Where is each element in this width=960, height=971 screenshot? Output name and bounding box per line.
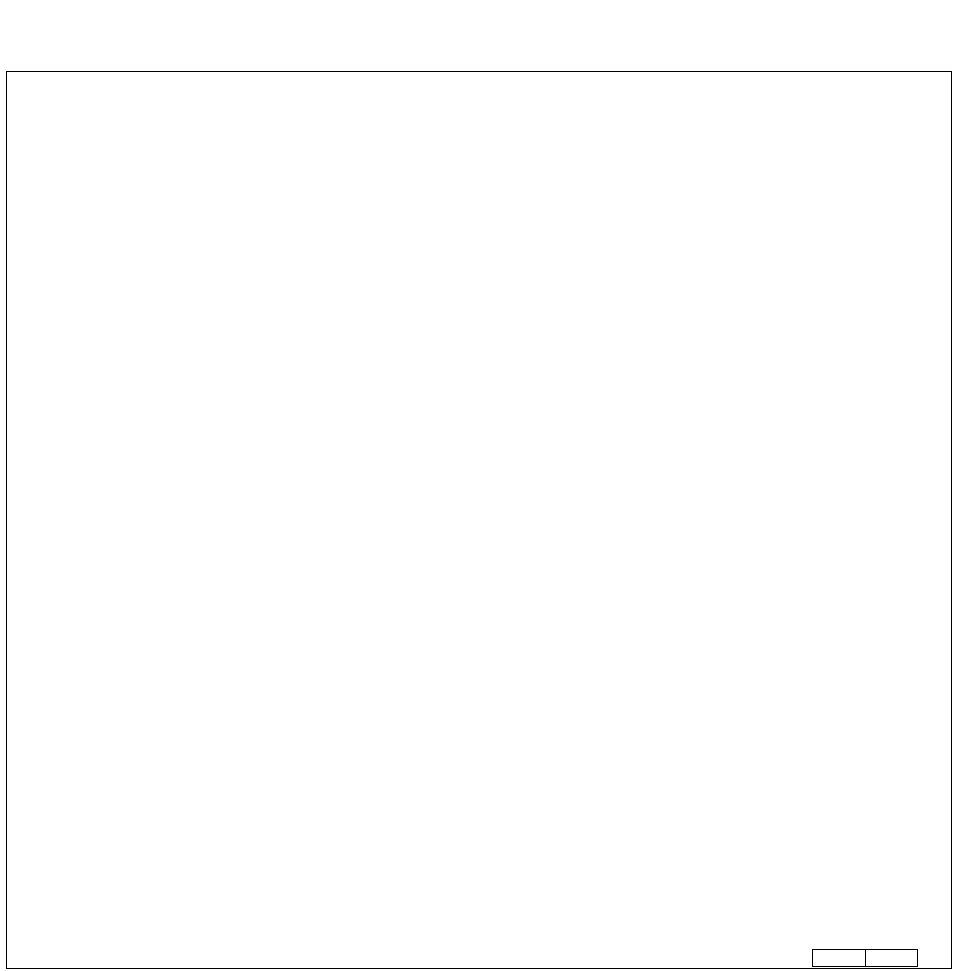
timetable-frame [6, 71, 952, 969]
totals-box [812, 949, 918, 967]
